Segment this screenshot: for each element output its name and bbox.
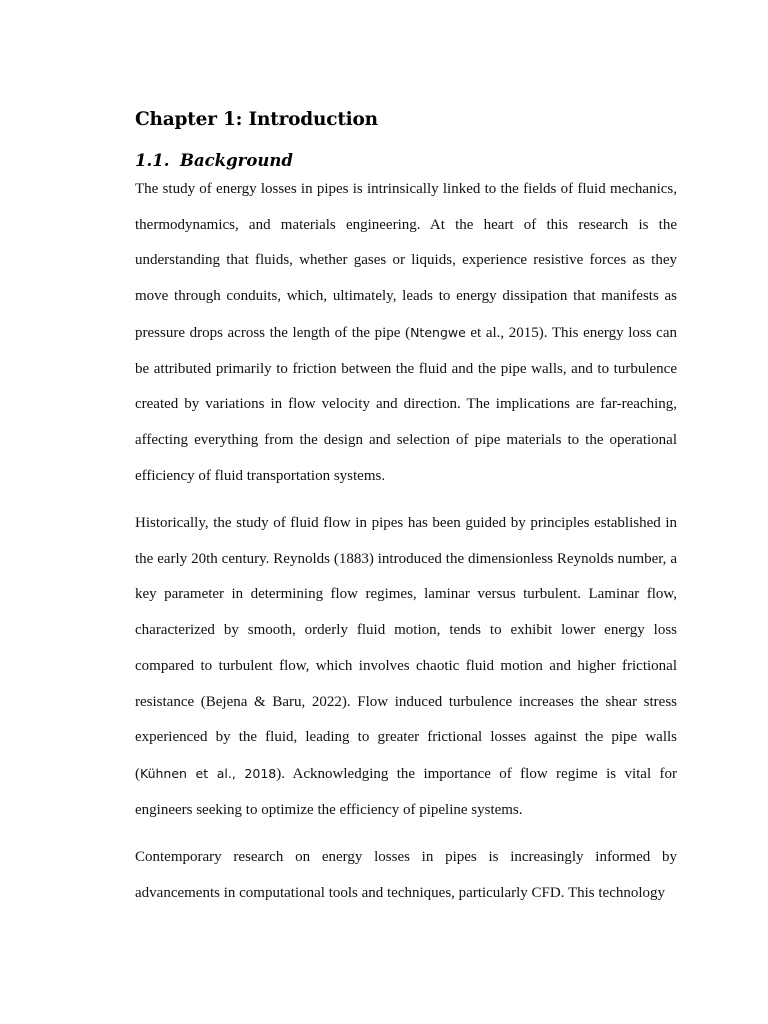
- citation: Kühnen et al., 2018: [140, 765, 277, 781]
- paragraph-background-2: [135, 506, 677, 828]
- paragraph-background-1: [135, 172, 677, 494]
- paragraph-text: ). Acknowledging the importance of flow regime is vital for engineers seeking to optimize the efficiency of pipeline systems.: [135, 765, 677, 818]
- paragraph-text: Historically, the study of fluid flow in pipes has been guided by principles established in the early 20th century. Reynolds (1883) introduced the dimensionless Reynolds number, a key parameter in determining flow regimes, laminar versus turbulent. Laminar flow, characterized by smooth, orderly fluid motion, tends to exhibit lower energy loss compared to turbulent flow, which involves chaotic fluid motion and higher frictional resistance (Bejena & Baru, 2022). Flow induced turbulence increases the shear stress experienced by the fluid, leading to greater frictional losses against the pipe walls (: [135, 515, 677, 782]
- chapter-title: Chapter 1: Introduction: [135, 109, 378, 130]
- paragraph-text: The study of energy losses in pipes is intrinsically linked to the fields of fluid mechanics, thermodynamics, and materials engineering. At the heart of this research is the understanding that fluids, whether gases or liquids, experience resistive forces as they move through conduits, which, ultimately, leads to energy dissipation that manifests as pressure drops across the length of the pipe (: [135, 181, 677, 341]
- section-heading: [135, 151, 293, 170]
- paragraph-text: et al., 2015). This energy loss can be attributed primarily to friction between the fluid and the pipe walls, and to turbulence created by variations in flow velocity and direction. The implications are far-reaching, affecting everything from the design and selection of pipe materials to the operational efficiency of fluid transportation systems.: [135, 324, 677, 484]
- paragraph-background-3: Contemporary research on energy losses in pipes is increasingly informed by advancements in computational tools and techniques, particularly CFD. This technology: [135, 849, 677, 901]
- citation: Ntengwe: [410, 324, 466, 340]
- section-number: 1.1.: [135, 151, 170, 170]
- section-title: Background: [180, 151, 293, 170]
